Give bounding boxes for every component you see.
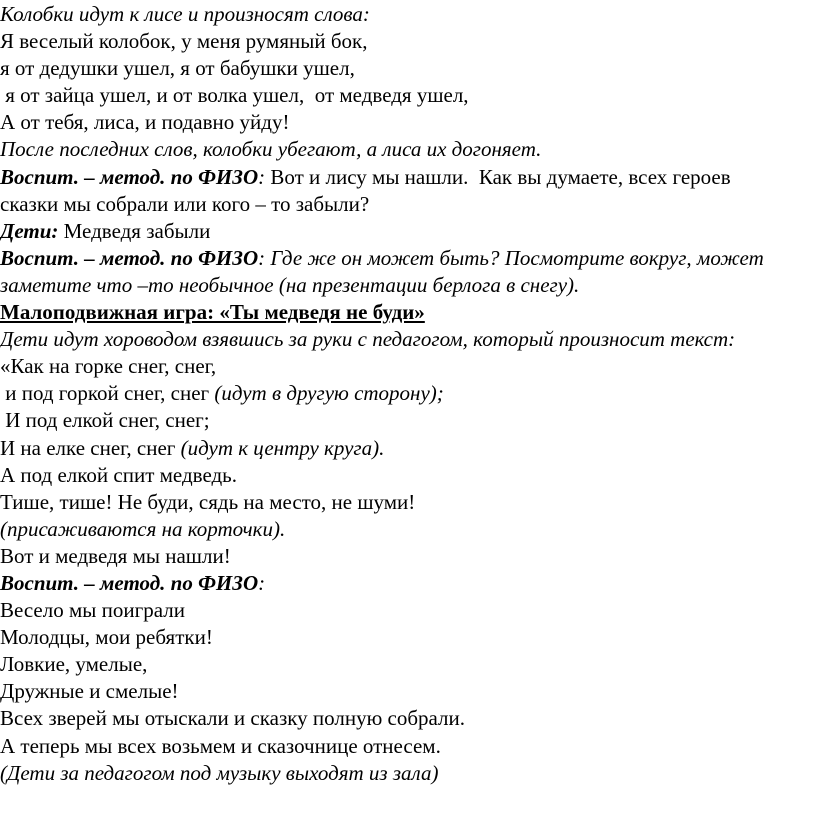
speaker-label: Воспит. – метод. по ФИЗО — [0, 245, 259, 270]
speaker-label: Малоподвижная игра: «Ты медведя не буди» — [0, 300, 425, 325]
text-line — [0, 245, 816, 272]
text-segment: Медведя забыли — [58, 218, 211, 243]
text-segment: я от дедушки ушел, я от бабушки ушел, — [0, 56, 355, 81]
text-segment: Вот и лису мы нашли. Как вы думаете, всех героев — [270, 164, 731, 189]
stage-direction: (Дети за педагогом под музыку выходят из зала) — [0, 760, 439, 785]
text-segment: я от зайца ушел, и от волка ушел, от медведя ушел, — [0, 83, 469, 108]
text-segment: «Как на горке снег, снег, — [0, 354, 217, 379]
text-line — [0, 272, 816, 299]
speaker-label: Дети: — [0, 218, 59, 243]
text-line — [0, 407, 816, 434]
text-line — [0, 489, 816, 516]
text-segment: Весело мы поиграли — [0, 598, 185, 623]
stage-direction: : Где же он может быть? Посмотрите вокруг, может — [258, 245, 764, 270]
text-segment: Дружные и смелые! — [0, 679, 179, 704]
text-line — [0, 136, 816, 163]
text-line — [0, 109, 816, 136]
text-line — [0, 326, 816, 353]
text-line — [0, 82, 816, 109]
text-line — [0, 164, 816, 191]
text-line — [0, 678, 816, 705]
text-line — [0, 28, 816, 55]
text-line — [0, 218, 816, 245]
text-line — [0, 299, 816, 326]
text-line — [0, 516, 816, 543]
text-line — [0, 760, 816, 787]
text-segment: А под елкой спит медведь. — [0, 462, 237, 487]
text-line — [0, 705, 816, 732]
text-segment: И под елкой снег, снег; — [0, 408, 210, 433]
stage-direction: После последних слов, колобки убегают, а лиса их догоняет. — [0, 137, 542, 162]
text-line — [0, 353, 816, 380]
text-segment: А теперь мы всех возьмем и сказочнице отнесем. — [0, 733, 441, 758]
speaker-label: Воспит. – метод. по ФИЗО — [0, 570, 259, 595]
text-segment: Всех зверей мы отыскали и сказку полную собрали. — [0, 706, 465, 731]
text-line — [0, 380, 816, 407]
text-segment: Ловкие, умелые, — [0, 652, 148, 677]
text-segment: и под горкой снег, снег — [0, 381, 215, 406]
stage-direction: (идут к центру круга). — [180, 435, 385, 460]
text-line — [0, 1, 816, 28]
text-line — [0, 651, 816, 678]
text-line — [0, 462, 816, 489]
text-line — [0, 597, 816, 624]
stage-direction: (присаживаются на корточки). — [0, 516, 286, 541]
stage-direction: Колобки идут к лисе и произносят слова: — [0, 2, 370, 26]
stage-direction: (идут в другую сторону); — [214, 381, 444, 406]
stage-direction: : — [258, 164, 271, 189]
text-line — [0, 733, 816, 760]
text-segment: Вот и медведя мы нашли! — [0, 543, 231, 568]
text-line — [0, 543, 816, 570]
text-segment: Тише, тише! Не буди, сядь на место, не шуми! — [0, 489, 416, 514]
text-line — [0, 570, 816, 597]
text-segment: Молодцы, мои ребятки! — [0, 625, 213, 650]
text-segment: сказки мы собрали или кого – то забыли? — [0, 191, 370, 216]
stage-direction: заметите что –то необычное (на презентации берлога в снегу). — [0, 272, 580, 297]
speaker-label: Воспит. – метод. по ФИЗО — [0, 164, 259, 189]
stage-direction: : — [258, 570, 266, 595]
text-line — [0, 435, 816, 462]
text-segment: И на елке снег, снег — [0, 435, 181, 460]
text-segment: Я веселый колобок, у меня румяный бок, — [0, 29, 368, 54]
text-segment: А от тебя, лиса, и подавно уйду! — [0, 110, 290, 135]
text-line — [0, 191, 816, 218]
text-line — [0, 624, 816, 651]
text-line — [0, 55, 816, 82]
stage-direction: Дети идут хороводом взявшись за руки с педагогом, который произносит текст: — [0, 327, 736, 352]
